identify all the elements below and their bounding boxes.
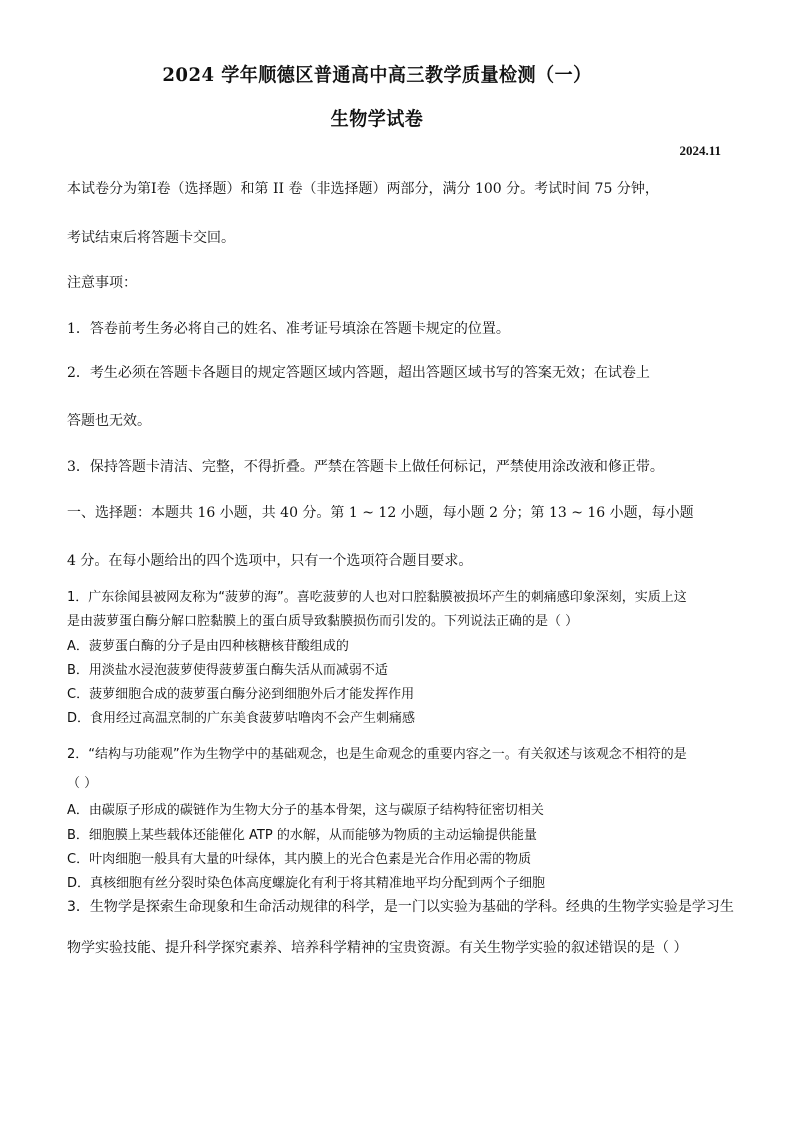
q1-option-d: D．食用经过高温烹制的广东美食菠萝咕噜肉不会产生刺痛感 — [67, 711, 416, 726]
q2-option-b: B．细胞膜上某些载体还能催化 ATP 的水解，从而能够为物质的主动运输提供能量 — [67, 828, 537, 843]
notice-item-2-line-2: 答题也无效。 — [67, 413, 151, 429]
section-1-line-1: 一、选择题：本题共 16 小题，共 40 分。第 1 ~ 12 小题，每小题 2 分；第 13 ~ 16 小题，每小题 — [67, 505, 694, 521]
q1-stem-line-2: 是由菠萝蛋白酶分解口腔黏膜上的蛋白质导致黏膜损伤而引发的。下列说法正确的是（ ） — [67, 614, 579, 629]
q2-stem-line-1: 2．“结构与功能观”作为生物学中的基础观念，也是生命观念的重要内容之一。有关叙述与该观念不相符的是 — [67, 747, 687, 762]
q1-option-c: C．菠萝细胞合成的菠萝蛋白酶分泌到细胞外后才能发挥作用 — [67, 687, 415, 702]
exam-date: 2024.11 — [679, 143, 721, 158]
q2-stem-line-2: （ ） — [67, 776, 98, 791]
q1-stem-line-1: 1．广东徐闻县被网友称为“菠萝的海”。喜吃菠萝的人也对口腔黏膜被损坏产生的刺痛感印象深刻，实质上这 — [67, 590, 687, 605]
exam-subtitle: 生物学试卷 — [330, 108, 424, 130]
notice-item-2-line-1: 2．考生必须在答题卡各题目的规定答题区域内答题，超出答题区域书写的答案无效；在试卷上 — [67, 365, 650, 381]
notice-heading: 注意事项： — [67, 275, 137, 291]
section-1-line-2: 4 分。在每小题给出的四个选项中，只有一个选项符合题目要求。 — [67, 553, 473, 569]
q2-option-c: C．叶肉细胞一般具有大量的叶绿体，其内膜上的光合色素是光合作用必需的物质 — [67, 852, 532, 867]
q3-stem-line-1: 3．生物学是探索生命现象和生命活动规律的科学，是一门以实验为基础的学科。经典的生物学实验是学习生 — [67, 899, 734, 915]
exam-title: 2024 学年顺德区普通高中高三教学质量检测（一） — [162, 64, 592, 86]
q2-option-a: A．由碳原子形成的碳链作为生物大分子的基本骨架，这与碳原子结构特征密切相关 — [67, 803, 544, 818]
q1-option-a: A．菠萝蛋白酶的分子是由四种核糖核苷酸组成的 — [67, 639, 349, 654]
q1-option-b: B．用淡盐水浸泡菠萝使得菠萝蛋白酶失活从而减弱不适 — [67, 663, 388, 678]
intro-line-2: 考试结束后将答题卡交回。 — [67, 230, 235, 246]
notice-item-3: 3．保持答题卡清洁、完整，不得折叠。严禁在答题卡上做任何标记，严禁使用涂改液和修正带。 — [67, 459, 664, 475]
q2-option-d: D．真核细胞有丝分裂时染色体高度螺旋化有利于将其精准地平均分配到两个子细胞 — [67, 876, 546, 891]
q3-stem-line-2: 物学实验技能、提升科学探究素养、培养科学精神的宝贵资源。有关生物学实验的叙述错误的是（ ） — [67, 940, 688, 956]
notice-item-1: 1．答卷前考生务必将自己的姓名、准考证号填涂在答题卡规定的位置。 — [67, 321, 510, 337]
intro-line-1: 本试卷分为第Ⅰ卷（选择题）和第 II 卷（非选择题）两部分，满分 100 分。考试时间 75 分钟， — [67, 181, 659, 197]
